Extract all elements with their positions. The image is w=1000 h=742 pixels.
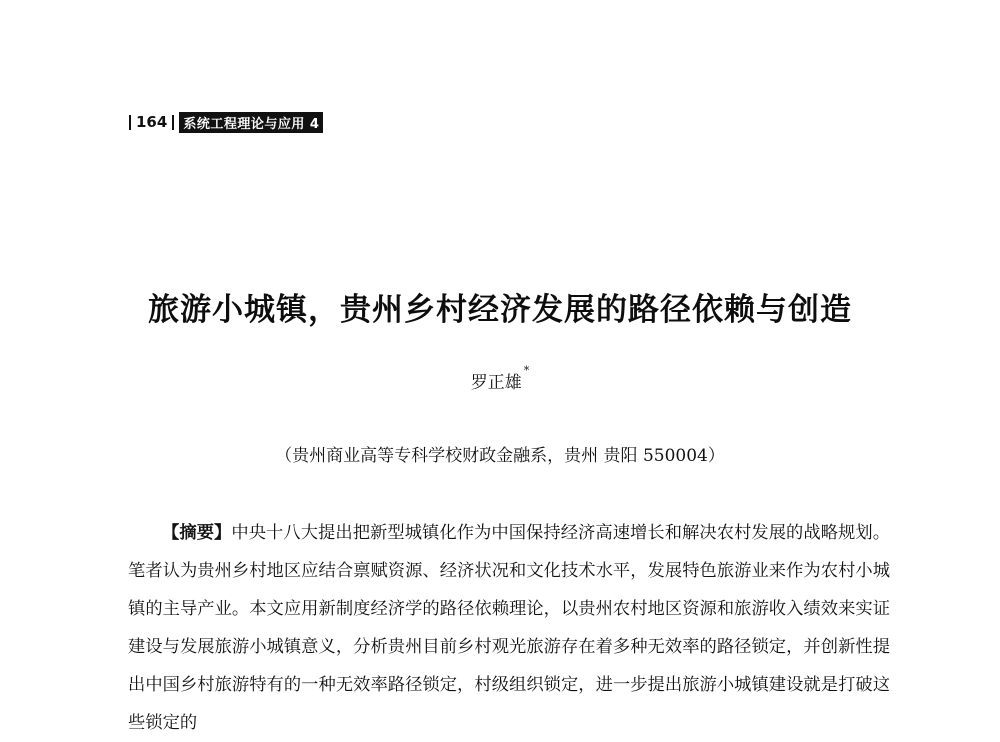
header-divider — [172, 115, 174, 130]
author-line — [0, 364, 1000, 393]
header-divider — [129, 115, 131, 130]
paper-title: 旅游小城镇，贵州乡村经济发展的路径依赖与创造 — [148, 292, 852, 328]
page-number: 164 — [136, 113, 168, 131]
author-footnote-mark: * — [523, 364, 530, 377]
author-affiliation: （贵州商业高等专科学校财政金融系，贵州 贵阳 550004） — [275, 446, 725, 466]
abstract — [128, 514, 890, 742]
abstract-label: 【摘要】 — [162, 523, 232, 543]
author-name: 罗正雄 — [470, 373, 522, 393]
abstract-text: 中央十八大提出把新型城镇化作为中国保持经济高速增长和解决农村发展的战略规划。笔者认为贵州乡村地区应结合禀赋资源、经济状况和文化技术水平，发展特色旅游业来作为农村小城镇的主导产业。本文应用新制度经济学的路径依赖理论，以贵州农村地区资源和旅游收入绩效来实证建设与发展旅游小城镇意义，分析贵州目前乡村观光旅游存在着多种无效率的路径锁定，并创新性提出中国乡村旅游特有的一种无效率路径锁定，村级组织锁定，进一步提出旅游小城镇建设就是打破这些锁定的 — [128, 523, 890, 733]
series-title: 系统工程理论与应用 4 — [179, 112, 323, 133]
running-header — [124, 112, 323, 132]
